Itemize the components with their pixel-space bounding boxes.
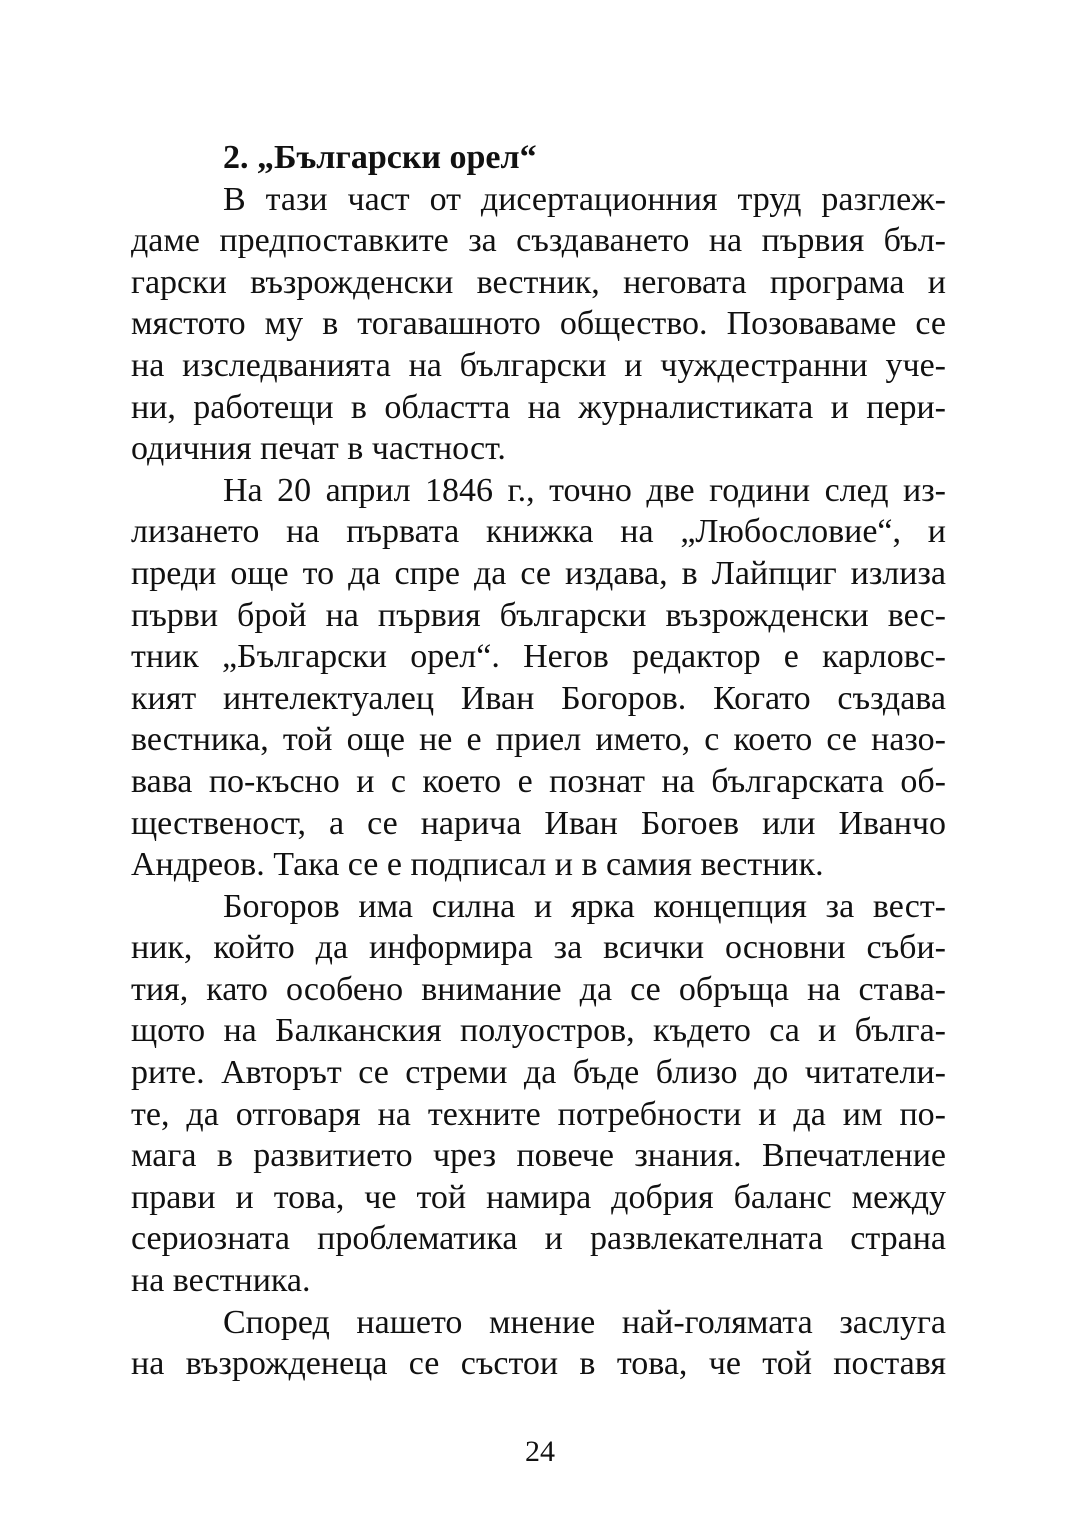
paragraph-4-line: Според нашето мнение най-голямата заслуга xyxy=(223,1303,946,1341)
paragraph-1-line: гарски възрожденски вестник, неговата програма и xyxy=(131,263,946,301)
paragraph-3-line: сериозната проблематика и развлекателната страна xyxy=(131,1220,946,1258)
paragraph-2-line: преди още то да спре да се издава, в Лайпциг излиза xyxy=(131,554,946,592)
paragraph-2-line: вава по-късно и с което е познат на българската об- xyxy=(131,762,946,800)
paragraph-2-line: кият интелектуалец Иван Богоров. Когато създава xyxy=(131,679,946,717)
section-heading: 2. „Български орел“ xyxy=(223,139,537,176)
paragraph-1-line: мястото му в тогавашното общество. Позоваваме се xyxy=(131,305,946,343)
body-text xyxy=(131,137,946,1385)
paragraph-1-line: ни, работещи в областта на журналистиката и пери- xyxy=(131,388,946,426)
paragraph-3-line: щото на Балканския полуостров, където са и бълга- xyxy=(131,1012,946,1050)
paragraph-3-line: прави и това, че той намира добрия баланс между xyxy=(131,1178,946,1216)
paragraph-1-line: одичния печат в частност. xyxy=(131,430,506,468)
paragraph-2-line: Андреов. Така се е подписал и в самия вестник. xyxy=(131,846,824,884)
paragraph-2-line: вестника, той още не е приел името, с което се назо- xyxy=(131,721,946,759)
paragraph-3-line: тия, като особено внимание да се обръща на става- xyxy=(131,970,946,1008)
page-number: 24 xyxy=(525,1435,555,1468)
paragraph-4-line: на възрожденеца се състои в това, че той поставя xyxy=(131,1345,946,1383)
paragraph-1-line: на изследванията на български и чуждестранни уче- xyxy=(131,346,946,384)
paragraph-2-line: щественост, а се нарича Иван Богоев или Иванчо xyxy=(131,804,946,842)
paragraph-3-line: ник, който да информира за всички основни съби- xyxy=(131,929,946,967)
paragraph-1-line: даме предпоставките за създаването на първия бъл- xyxy=(131,222,946,260)
paragraph-3-line: мага в развитието чрез повече знания. Впечатление xyxy=(131,1137,946,1175)
paragraph-3-line: Богоров има силна и ярка концепция за вест- xyxy=(223,887,946,925)
paragraph-1-line: В тази част от дисертационния труд разглеж- xyxy=(223,180,946,218)
paragraph-2-line: тник „Български орел“. Негов редактор е карловс- xyxy=(131,638,946,676)
paragraph-3-line: те, да отговаря на техните потребности и да им по- xyxy=(131,1095,946,1133)
paragraph-3-line: рите. Авторът се стреми да бъде близо до читатели- xyxy=(131,1054,946,1092)
paragraph-2-line: лизането на първата книжка на „Любословие“, и xyxy=(131,513,946,551)
paragraph-2-line: първи брой на първия български възрожденски вес- xyxy=(131,596,946,634)
paragraph-3-line: на вестника. xyxy=(131,1262,311,1300)
paragraph-2-line: На 20 април 1846 г., точно две години след из- xyxy=(223,471,946,509)
